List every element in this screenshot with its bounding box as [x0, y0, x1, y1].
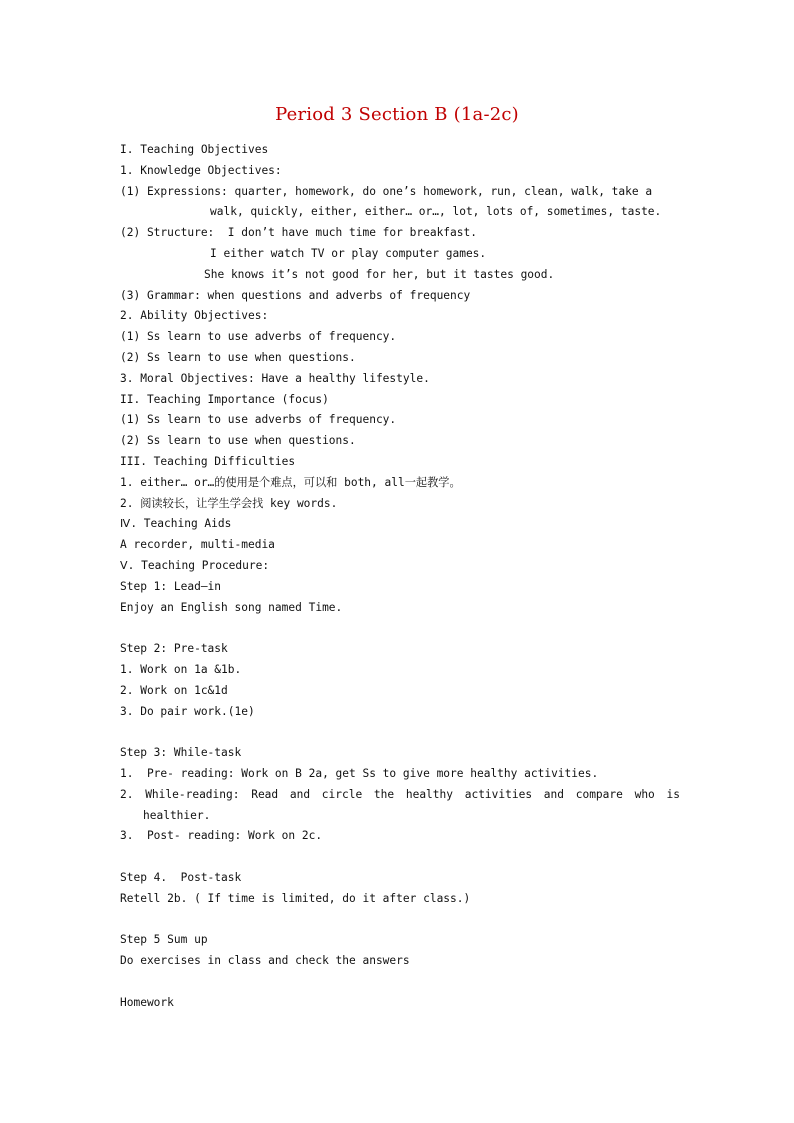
spacer — [120, 972, 680, 993]
text-line: I either watch TV or play computer games. — [210, 246, 487, 260]
text-line: 2. 阅读较长，让学生学会找 key words. — [120, 496, 338, 510]
text-line: (1) Ss learn to use adverbs of frequency. — [120, 413, 397, 427]
step-heading: Step 5 Sum up — [120, 933, 208, 947]
text-line: She knows it’s not good for her, but it tastes good. — [204, 267, 555, 281]
step-heading: Step 2: Pre-task — [120, 642, 228, 656]
text-line: 2. Work on 1c&1d — [120, 683, 228, 697]
text-line: Retell 2b. ( If time is limited, do it after class.) — [120, 891, 471, 905]
text-line: 2. While-reading: Read and circle the healthy activities and compare who is healthier. — [120, 787, 680, 822]
text-line: 3. Do pair work.(1e) — [120, 704, 255, 718]
document-body — [120, 140, 680, 1013]
text-line: 3. Post- reading: Work on 2c. — [120, 829, 323, 843]
subheading-ability: 2. Ability Objectives: — [120, 309, 269, 323]
section-heading-importance: II. Teaching Importance (focus) — [120, 392, 329, 406]
text-line: 1. Work on 1a &1b. — [120, 662, 242, 676]
section-heading-procedure: Ⅴ. Teaching Procedure: — [120, 558, 270, 572]
text-line: 1. either… or…的使用是个难点，可以和 both, all一起教学。 — [120, 475, 461, 489]
spacer — [120, 909, 680, 930]
step-heading: Step 4. Post-task — [120, 870, 242, 884]
text-line: Do exercises in class and check the answers — [120, 954, 410, 968]
spacer — [120, 618, 680, 639]
text-line: A recorder, multi-media — [120, 538, 275, 552]
text-line: (2) Ss learn to use when questions. — [120, 434, 356, 448]
text-line: walk, quickly, either, either… or…, lot, lots of, sometimes, taste. — [210, 205, 662, 219]
text-line: Enjoy an English song named Time. — [120, 600, 343, 614]
section-heading-homework: Homework — [120, 995, 174, 1009]
section-heading-objectives: I. Teaching Objectives — [120, 143, 269, 156]
text-line: (1) Expressions: quarter, homework, do one’s homework, run, clean, walk, take a — [120, 184, 653, 198]
text-line: (3) Grammar: when questions and adverbs of frequency — [120, 288, 471, 302]
step-heading: Step 1: Lead—in — [120, 579, 222, 593]
section-heading-aids: Ⅳ. Teaching Aids — [120, 517, 232, 531]
text-line: (1) Ss learn to use adverbs of frequency. — [120, 330, 397, 344]
text-line: (2) Ss learn to use when questions. — [120, 350, 356, 364]
subheading-knowledge: 1. Knowledge Objectives: — [120, 163, 282, 177]
subheading-moral: 3. Moral Objectives: Have a healthy lifestyle. — [120, 371, 430, 385]
text-line: 1. Pre- reading: Work on B 2a, get Ss to give more healthy activities. — [120, 766, 599, 780]
section-heading-difficulties: III. Teaching Difficulties — [120, 454, 296, 468]
step-heading: Step 3: While-task — [120, 746, 242, 760]
document-title: Period 3 Section B (1a-2c) — [275, 104, 519, 125]
spacer — [120, 847, 680, 868]
spacer — [120, 722, 680, 743]
text-line: (2) Structure: I don’t have much time for breakfast. — [120, 226, 477, 240]
